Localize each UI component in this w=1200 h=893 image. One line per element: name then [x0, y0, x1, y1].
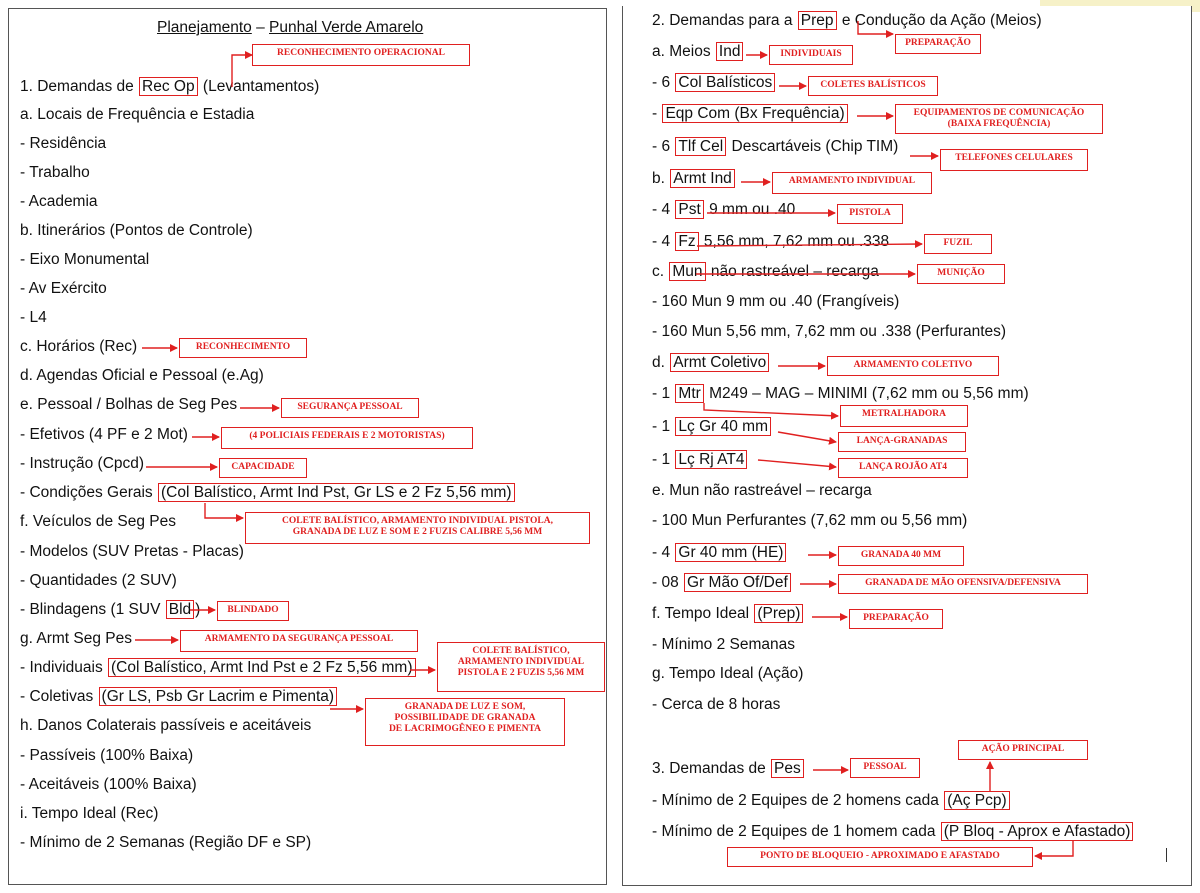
line-text: 2. Demandas para a	[652, 12, 797, 29]
annotation-note: ARMAMENTO DA SEGURANÇA PESSOAL	[180, 630, 418, 652]
annotation-note: EQUIPAMENTOS DE COMUNICAÇÃO (BAIXA FREQUÊNCIA)	[895, 104, 1103, 134]
line-text: - Efetivos (4 PF e 2 Mot)	[20, 426, 188, 443]
annotation-note: FUZIL	[924, 234, 992, 254]
right-document-line	[652, 451, 748, 469]
line-text: - Mínimo de 2 Equipes de 1 homem cada	[652, 823, 940, 840]
left-document-line	[20, 513, 176, 531]
left-document-line	[20, 659, 417, 677]
right-document-line	[652, 12, 1042, 30]
left-document-line	[20, 717, 311, 735]
line-text: d. Agendas Oficial e Pessoal (e.Ag)	[20, 367, 264, 384]
line-text: - L4	[20, 309, 47, 326]
annotation-note: RECONHECIMENTO OPERACIONAL	[252, 44, 470, 66]
line-text: - Mínimo de 2 Equipes de 2 homens cada	[652, 792, 944, 809]
right-document-line	[652, 605, 804, 623]
line-text: a. Locais de Frequência e Estadia	[20, 106, 255, 123]
line-text: e Condução da Ação (Meios)	[837, 12, 1042, 29]
line-text: - Cerca de 8 horas	[652, 696, 781, 713]
left-document-line	[20, 367, 264, 385]
right-document-line	[652, 418, 772, 436]
annotation-note: PESSOAL	[850, 758, 920, 778]
annotation-note: ARMAMENTO INDIVIDUAL	[772, 172, 932, 194]
annotation-note: LANÇA-GRANADAS	[838, 432, 966, 452]
line-text: - 160 Mun 9 mm ou .40 (Frangíveis)	[652, 293, 900, 310]
highlighted-term: Gr Mão Of/Def	[684, 573, 791, 592]
line-text: não rastreável – recarga	[706, 263, 879, 280]
line-text: Descartáveis (Chip TIM)	[727, 138, 899, 155]
highlighted-term: Bld	[166, 600, 194, 619]
right-document-line	[652, 823, 1134, 841]
left-document-line	[20, 280, 107, 298]
title-part-b: Punhal Verde Amarelo	[269, 19, 424, 36]
line-text: - Condições Gerais	[20, 484, 157, 501]
line-text: - Mínimo 2 Semanas	[652, 636, 795, 653]
right-document-line	[652, 512, 967, 530]
highlighted-term: Rec Op	[139, 77, 198, 96]
annotation-note: METRALHADORA	[840, 405, 968, 427]
annotation-note: RECONHECIMENTO	[179, 338, 307, 358]
title-separator: –	[251, 19, 270, 36]
right-document-line	[652, 665, 803, 683]
annotation-note: PONTO DE BLOQUEIO - APROXIMADO E AFASTADO	[727, 847, 1033, 867]
line-text: - Individuais	[20, 659, 108, 676]
highlighted-term: Lç Gr 40 mm	[675, 417, 771, 436]
right-document-line	[652, 233, 889, 251]
left-document-line	[20, 309, 47, 327]
line-text: c. Horários (Rec)	[20, 338, 138, 355]
line-text: - Coletivas	[20, 688, 98, 705]
line-text: - Trabalho	[20, 164, 90, 181]
line-text: 5,56 mm, 7,62 mm ou .338	[699, 233, 890, 250]
line-text: - 6	[652, 74, 675, 91]
left-document-line	[20, 484, 516, 502]
right-document-line	[652, 170, 736, 188]
highlighted-term: Pst	[675, 200, 703, 219]
line-text: d.	[652, 354, 670, 371]
right-document-line	[652, 43, 744, 61]
left-document-line	[20, 601, 200, 619]
line-text: 9 mm ou .40	[704, 201, 796, 218]
highlighted-term: (Col Balístico, Armt Ind Pst, Gr LS e 2 Fz 5,56 mm)	[158, 483, 515, 502]
annotation-note: ARMAMENTO COLETIVO	[827, 356, 999, 376]
highlighted-term: Eqp Com (Bx Frequência)	[662, 104, 847, 123]
line-text: h. Danos Colaterais passíveis e aceitáveis	[20, 717, 312, 734]
left-document-line	[20, 193, 98, 211]
line-text: - Passíveis (100% Baixa)	[20, 747, 194, 764]
line-text: b. Itinerários (Pontos de Controle)	[20, 222, 253, 239]
text-cursor	[1166, 848, 1167, 862]
highlighted-term: Mtr	[675, 384, 703, 403]
left-document-line	[20, 455, 144, 473]
line-text: - Av Exército	[20, 280, 107, 297]
line-text: - Quantidades (2 SUV)	[20, 572, 177, 589]
highlighted-term: Col Balísticos	[675, 73, 775, 92]
highlighted-term: Pes	[771, 759, 804, 778]
right-document-line	[652, 482, 872, 500]
right-document-line	[652, 293, 899, 311]
left-document-line	[20, 776, 197, 794]
right-document-line	[652, 792, 1011, 810]
line-text: f. Veículos de Seg Pes	[20, 513, 176, 530]
highlighted-term: Mun	[669, 262, 705, 281]
line-text: -	[652, 105, 662, 122]
annotation-note: PREPARAÇÃO	[849, 609, 943, 629]
annotation-note: (4 POLICIAIS FEDERAIS E 2 MOTORISTAS)	[221, 427, 473, 449]
annotation-note: AÇÃO PRINCIPAL	[958, 740, 1088, 760]
highlighted-term: Prep	[798, 11, 837, 30]
annotation-note: LANÇA ROJÃO AT4	[838, 458, 968, 478]
line-text: - Mínimo de 2 Semanas (Região DF e SP)	[20, 834, 312, 851]
right-document-line	[652, 760, 805, 778]
line-text: b.	[652, 170, 670, 187]
left-document-line	[20, 106, 254, 124]
line-text: - 6	[652, 138, 675, 155]
highlighted-term: Tlf Cel	[675, 137, 726, 156]
left-document-line	[20, 222, 253, 240]
right-document-line	[652, 263, 879, 281]
line-text: - 08	[652, 574, 684, 591]
highlighted-term: Ind	[716, 42, 744, 61]
right-document-line	[652, 74, 776, 92]
line-text: (Levantamentos)	[198, 78, 320, 95]
line-text: c.	[652, 263, 669, 280]
right-document-line	[652, 636, 795, 654]
line-text: - Modelos (SUV Pretas - Placas)	[20, 543, 244, 560]
line-text: - 1	[652, 418, 675, 435]
line-text: - Residência	[20, 135, 107, 152]
line-text: a. Meios	[652, 43, 715, 60]
highlighted-term: Fz	[675, 232, 698, 251]
line-text: - Eixo Monumental	[20, 251, 150, 268]
line-text: e. Pessoal / Bolhas de Seg Pes	[20, 396, 238, 413]
line-text: - 4	[652, 201, 675, 218]
line-text: )	[195, 601, 201, 618]
line-text: - 100 Mun Perfurantes (7,62 mm ou 5,56 mm)	[652, 512, 968, 529]
right-document-line	[652, 201, 795, 219]
line-text: - Blindagens (1 SUV	[20, 601, 165, 618]
annotation-note: TELEFONES CELULARES	[940, 149, 1088, 171]
left-document-line	[20, 805, 158, 823]
line-text: 3. Demandas de	[652, 760, 771, 777]
left-document-line	[20, 78, 319, 96]
annotation-note: CAPACIDADE	[219, 458, 307, 478]
annotation-note: GRANADA DE LUZ E SOM, POSSIBILIDADE DE GRANADA DE LACRIMOGÊNEO E PIMENTA	[365, 698, 565, 746]
left-document-line	[20, 572, 177, 590]
annotation-note: GRANADA 40 MM	[838, 546, 964, 566]
line-text: g. Tempo Ideal (Ação)	[652, 665, 804, 682]
left-document-line	[20, 630, 132, 648]
left-document-line	[20, 543, 244, 561]
title-part-a: Planejamento	[157, 19, 252, 36]
right-document-line	[652, 544, 787, 562]
left-document-line	[20, 688, 338, 706]
right-document-line	[652, 385, 1029, 403]
annotation-note: COLETE BALÍSTICO, ARMAMENTO INDIVIDUAL PISTOLA, GRANADA DE LUZ E SOM E 2 FUZIS CALIBRE 5,56 MM	[245, 512, 590, 544]
document-title	[157, 19, 423, 37]
left-document-line	[20, 747, 193, 765]
annotation-note: GRANADA DE MÃO OFENSIVA/DEFENSIVA	[838, 574, 1088, 594]
line-text: - Instrução (Cpcd)	[20, 455, 145, 472]
highlighted-term: (Gr LS, Psb Gr Lacrim e Pimenta)	[99, 687, 338, 706]
left-document-line	[20, 164, 90, 182]
line-text: - Academia	[20, 193, 98, 210]
line-text: - 160 Mun 5,56 mm, 7,62 mm ou .338 (Perfurantes)	[652, 323, 1007, 340]
highlighted-term: Gr 40 mm (HE)	[675, 543, 786, 562]
right-document-line	[652, 323, 1006, 341]
annotation-note: PISTOLA	[837, 204, 903, 224]
annotation-note: BLINDADO	[217, 601, 289, 621]
line-text: - 4	[652, 233, 675, 250]
line-text: - 4	[652, 544, 675, 561]
highlighted-term: (Prep)	[754, 604, 803, 623]
highlighted-term: (Aç Pcp)	[944, 791, 1009, 810]
highlighted-term: Lç Rj AT4	[675, 450, 747, 469]
annotation-note: COLETES BALÍSTICOS	[808, 76, 938, 96]
highlighted-term: Armt Coletivo	[670, 353, 769, 372]
left-document-line	[20, 338, 137, 356]
left-document-line	[20, 396, 237, 414]
line-text: - 1	[652, 451, 675, 468]
right-document-line	[652, 354, 770, 372]
left-document-line	[20, 426, 188, 444]
annotation-note: INDIVIDUAIS	[769, 45, 853, 65]
line-text: - Aceitáveis (100% Baixa)	[20, 776, 197, 793]
line-text: g. Armt Seg Pes	[20, 630, 132, 647]
highlighted-term: (Col Balístico, Armt Ind Pst e 2 Fz 5,56 mm)	[108, 658, 415, 677]
highlighted-term: Armt Ind	[670, 169, 735, 188]
left-document-line	[20, 834, 311, 852]
line-text: i. Tempo Ideal (Rec)	[20, 805, 159, 822]
right-document-line	[652, 105, 849, 123]
right-document-line	[652, 138, 898, 156]
right-document-line	[652, 696, 780, 714]
line-text: - 1	[652, 385, 675, 402]
right-document-line	[652, 574, 792, 592]
highlighted-term: (P Bloq - Aprox e Afastado)	[941, 822, 1134, 841]
annotation-note: SEGURANÇA PESSOAL	[281, 398, 419, 418]
left-document-line	[20, 251, 149, 269]
line-text: M249 – MAG – MINIMI (7,62 mm ou 5,56 mm)	[704, 385, 1029, 402]
annotation-note: PREPARAÇÃO	[895, 34, 981, 54]
left-document-line	[20, 135, 106, 153]
line-text: 1. Demandas de	[20, 78, 139, 95]
line-text: f. Tempo Ideal	[652, 605, 754, 622]
line-text: e. Mun não rastreável – recarga	[652, 482, 872, 499]
annotation-note: COLETE BALÍSTICO, ARMAMENTO INDIVIDUAL PISTOLA E 2 FUZIS 5,56 MM	[437, 642, 605, 692]
annotation-note: MUNIÇÃO	[917, 264, 1005, 284]
